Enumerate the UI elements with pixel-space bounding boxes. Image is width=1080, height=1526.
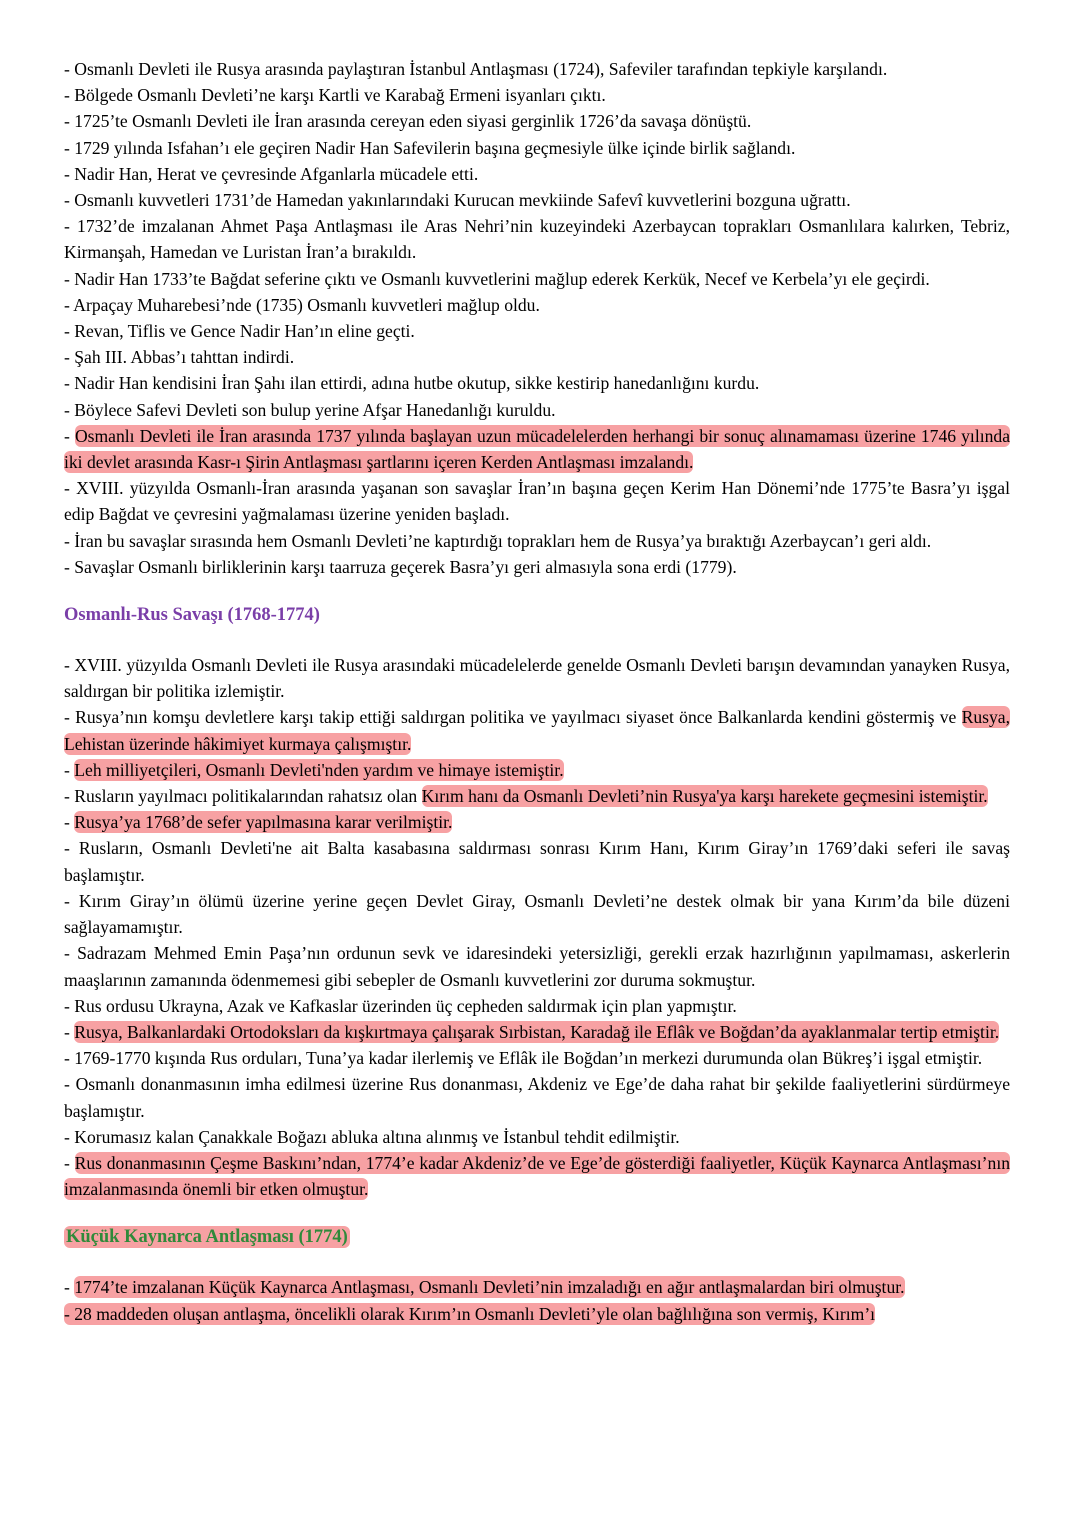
- highlighted-text: Rus donanmasının Çeşme Baskını’ndan, 1774’e kadar Akdeniz’de ve Ege’de gösterdiği faaliyetler, Küçük Kaynarca Antlaşması’nın imzalanmasında önemli bir etken olmuştur.: [64, 1152, 1010, 1200]
- highlighted-text: Rusya’ya 1768’de sefer yapılmasına karar verilmiştir.: [74, 812, 453, 833]
- paragraph-highlighted: [64, 757, 1010, 783]
- paragraph: - 1769-1770 kışında Rus orduları, Tuna’ya kadar ilerlemiş ve Eflâk ile Boğdan’ın merkezi durumunda olan Bükreş’i işgal etmiştir.: [64, 1048, 983, 1069]
- paragraph-highlighted: [64, 783, 1010, 809]
- paragraph: - Böylece Safevi Devleti son bulup yerine Afşar Hanedanlığı kuruldu.: [64, 399, 556, 420]
- highlighted-text: Kırım hanı da Osmanlı Devleti’nin Rusya'ya karşı harekete geçmesini istemiştir.: [421, 786, 988, 807]
- paragraph: - XVIII. yüzyılda Osmanlı-İran arasında yaşanan son savaşlar İran’ın başına geçen Kerim Han Dönemi’nde 1775’te Basra’yı işgal edip Bağdat ve çevresini yağmalaması üzerine yeniden başladı.: [64, 478, 1010, 525]
- section-heading-kucuk-kaynarca: [64, 1224, 1010, 1250]
- paragraph-prefix: -: [64, 1277, 75, 1298]
- paragraph: - Arpaçay Muharebesi’nde (1735) Osmanlı kuvvetleri mağlup oldu.: [64, 294, 540, 315]
- highlighted-text: 1774’te imzalanan Küçük Kaynarca Antlaşması, Osmanlı Devleti’nin imzaladığı en ağır antlaşmalardan biri olmuştur.: [74, 1277, 905, 1298]
- paragraph: - Kırım Giray’ın ölümü üzerine yerine geçen Devlet Giray, Osmanlı Devleti’ne destek olmak bir yana Kırım’da bile düzeni sağlayamamıştır.: [64, 890, 1010, 938]
- paragraph-highlighted: [64, 1301, 1010, 1327]
- paragraph-prefix: -: [64, 425, 75, 446]
- paragraph-prefix: -: [64, 812, 75, 833]
- paragraph: - Korumasız kalan Çanakkale Boğazı abluka altına alınmış ve İstanbul tehdit edilmiştir.: [64, 1126, 680, 1147]
- paragraph-highlighted: [64, 809, 1010, 835]
- paragraph-highlighted: [64, 423, 1010, 475]
- paragraph-highlighted: [64, 1274, 1010, 1300]
- paragraph-highlighted: [64, 1019, 1010, 1045]
- paragraph: - 1725’te Osmanlı Devleti ile İran arasında cereyan eden siyasi gerginlik 1726’da savaşa dönüştü.: [64, 111, 752, 132]
- paragraph: - Şah III. Abbas’ı tahttan indirdi.: [64, 347, 295, 368]
- paragraph-prefix: -: [64, 1152, 75, 1173]
- paragraph-highlighted: [64, 704, 1010, 756]
- kaynarca-section: [64, 1274, 1010, 1326]
- paragraph-text: - Rusya’nın komşu devletlere karşı takip ettiği saldırgan politika ve yayılmacı siyaset önce Balkanlarda kendini göstermiş ve: [64, 707, 962, 728]
- paragraph: - Rusların, Osmanlı Devleti'ne ait Balta kasabasına saldırması sonrası Kırım Hanı, Kırım Giray’ın 1769’daki seferi ile savaş başlamıştır.: [64, 838, 1010, 885]
- paragraph-prefix: -: [64, 759, 75, 780]
- highlighted-heading: Küçük Kaynarca Antlaşması (1774): [66, 1227, 348, 1248]
- iran-section: [64, 56, 1010, 580]
- paragraph: - Revan, Tiflis ve Gence Nadir Han’ın eline geçti.: [64, 321, 415, 342]
- highlighted-text: Rusya, Balkanlardaki Ortodoksları da kışkırtmaya çalışarak Sırbistan, Karadağ ile Eflâk ve Boğdan’da ayaklanmalar tertip etmiştir.: [74, 1021, 1000, 1042]
- paragraph: - 1729 yılında Isfahan’ı ele geçiren Nadir Han Safevilerin başına geçmesiyle ülke içinde birlik sağlandı.: [64, 137, 796, 158]
- paragraph: - XVIII. yüzyılda Osmanlı Devleti ile Rusya arasındaki mücadelelerde genelde Osmanlı Devleti barışın devamından yanayken Rusya, saldırgan bir politika izlemiştir.: [64, 655, 1010, 702]
- paragraph: - Nadir Han 1733’te Bağdat seferine çıktı ve Osmanlı kuvvetlerini mağlup ederek Kerkük, Necef ve Kerbela’yı ele geçirdi.: [64, 268, 930, 289]
- paragraph: - İran bu savaşlar sırasında hem Osmanlı Devleti’ne kaptırdığı toprakları hem de Rusya’ya bıraktığı Azerbaycan’ı geri aldı.: [64, 530, 932, 551]
- section-heading-osmanli-rus: Osmanlı-Rus Savaşı (1768-1774): [64, 605, 320, 626]
- paragraph: - Osmanlı Devleti ile Rusya arasında paylaştıran İstanbul Antlaşması (1724), Safeviler tarafından tepkiyle karşılandı.: [64, 59, 888, 79]
- highlighted-text: - 28 maddeden oluşan antlaşma, öncelikli olarak Kırım’ın Osmanlı Devleti’yle olan bağlılığına son vermiş, Kırım’ı: [64, 1303, 876, 1324]
- paragraph: - Nadir Han kendisini İran Şahı ilan ettirdi, adına hutbe okutup, sikke kestirip hanedanlığını kurdu.: [64, 373, 760, 394]
- paragraph: - Savaşlar Osmanlı birliklerinin karşı taarruza geçerek Basra’yı geri almasıyla sona erdi (1779).: [64, 556, 737, 577]
- paragraph: - Osmanlı kuvvetleri 1731’de Hamedan yakınlarındaki Kurucan mevkiinde Safevî kuvvetlerini bozguna uğrattı.: [64, 190, 851, 211]
- highlighted-text: Leh milliyetçileri, Osmanlı Devleti'nden yardım ve himaye istemiştir.: [74, 759, 564, 780]
- paragraph-text: - Rusların yayılmacı politikalarından rahatsız olan: [64, 786, 422, 807]
- paragraph: - Osmanlı donanmasının imha edilmesi üzerine Rus donanması, Akdeniz ve Ege’de daha rahat bir şekilde faaliyetlerini sürdürmeye başlamıştır.: [64, 1074, 1010, 1121]
- paragraph: - Nadir Han, Herat ve çevresinde Afganlarla mücadele etti.: [64, 163, 479, 184]
- paragraph: - Rus ordusu Ukrayna, Azak ve Kafkaslar üzerinden üç cepheden saldırmak için plan yapmıştır.: [64, 995, 737, 1016]
- paragraph-highlighted: [64, 1150, 1010, 1202]
- highlighted-text: Osmanlı Devleti ile İran arasında 1737 yılında başlayan uzun mücadelelerden herhangi bir sonuç alınamaması üzerine 1746 yılında iki devlet arasında Kasr-ı Şirin Antlaşması şartlarını içeren Kerden Antlaşması imzalandı.: [64, 425, 1011, 473]
- paragraph: - Bölgede Osmanlı Devleti’ne karşı Kartli ve Karabağ Ermeni isyanları çıktı.: [64, 85, 606, 106]
- highlighted-text: Rusya, Lehistan üzerinde hâkimiyet kurmaya çalışmıştır.: [64, 707, 1010, 754]
- paragraph: - 1732’de imzalanan Ahmet Paşa Antlaşması ile Aras Nehri’nin kuzeyindeki Azerbaycan toprakları Osmanlılara kalırken, Tebriz, Kirmanşah, Hamedan ve Luristan İran’a bırakıldı.: [64, 216, 1010, 263]
- paragraph-prefix: -: [64, 1021, 75, 1042]
- paragraph: - Sadrazam Mehmed Emin Paşa’nın ordunun sevk ve idaresindeki yetersizliği, gerekli erzak hazırlığının yapılmaması, askerlerin maaşlarının zamanında ödenmemesi gibi sebepler de Osmanlı kuvvetlerini zor duruma sokmuştur.: [64, 943, 1010, 990]
- rus-section: [64, 652, 1010, 1202]
